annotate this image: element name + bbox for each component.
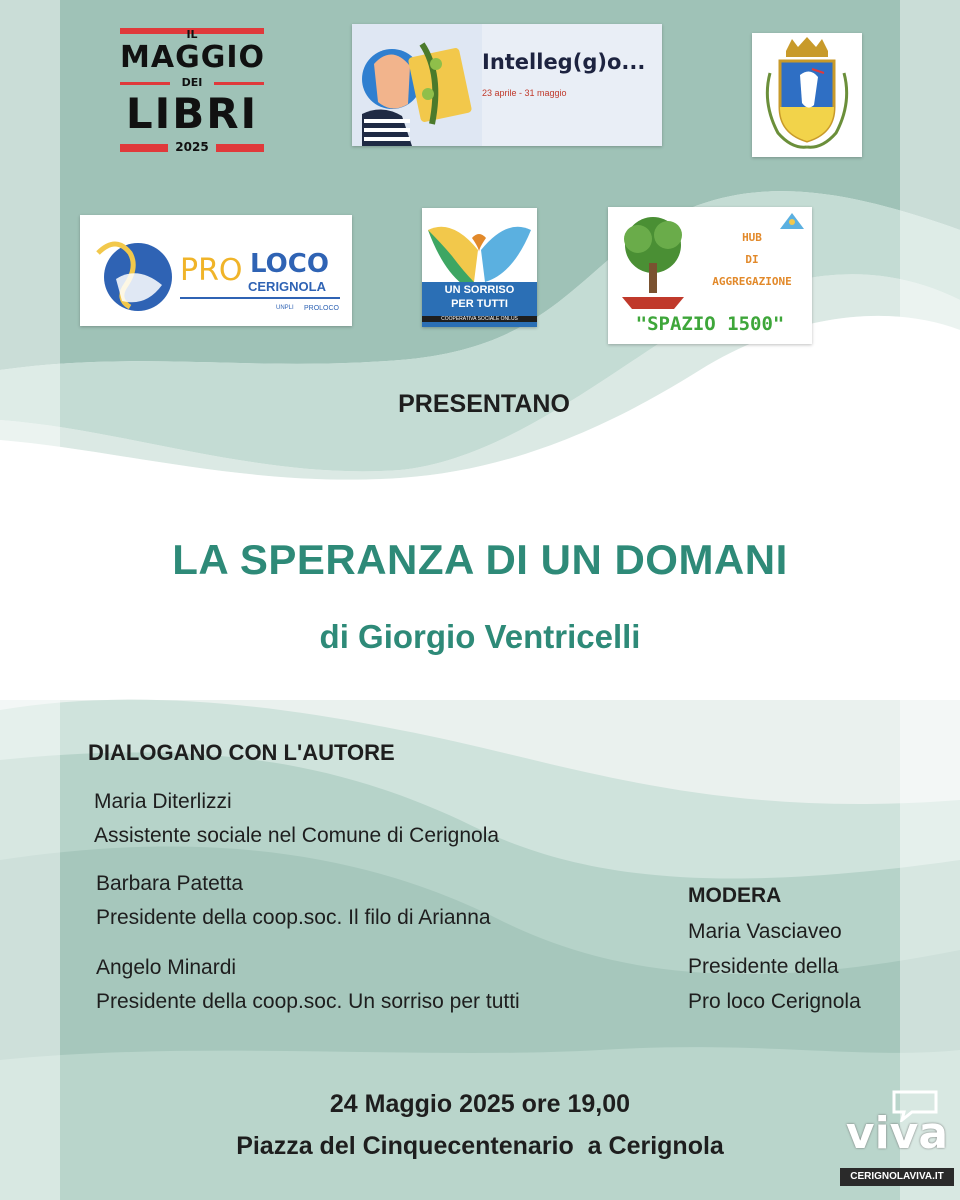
stork-crest-icon — [752, 33, 862, 157]
spazio-aggregazione: AGGREGAZIONE — [712, 275, 792, 288]
speaker-role: Assistente sociale nel Comune di Cerignola — [94, 824, 500, 847]
spazio-name: "SPAZIO 1500" — [635, 313, 785, 335]
reader-illustration-icon — [352, 24, 482, 146]
speaker-name: Maria Diterlizzi — [94, 790, 232, 813]
maggio-line3: DEI — [181, 76, 203, 89]
maggio-line2: MAGGIO — [120, 40, 265, 75]
intellego-dates: 23 aprile - 31 maggio — [482, 88, 567, 98]
sorriso-line2: PER TUTTI — [451, 298, 508, 310]
maggio-line1: IL — [186, 28, 198, 41]
book-title: LA SPERANZA DI UN DOMANI — [172, 536, 788, 583]
moderator-name: Maria Vasciaveo — [688, 920, 842, 943]
presentano-label: PRESENTANO — [398, 390, 570, 418]
spazio-hub: HUB — [742, 231, 762, 244]
speaker-name: Barbara Patetta — [96, 872, 244, 895]
spazio-1500-logo — [608, 207, 812, 344]
maggio-year: 2025 — [175, 140, 209, 154]
event-date: 24 Maggio 2025 ore 19,00 — [329, 1090, 631, 1118]
moderator-role-line1: Presidente della — [688, 955, 839, 978]
maggio-dei-libri-logo — [120, 26, 264, 158]
modera-heading: MODERA — [688, 884, 782, 907]
viva-watermark — [838, 1088, 956, 1194]
tree-icon — [616, 213, 690, 309]
dialogano-heading: DIALOGANO CON L'AUTORE — [88, 740, 395, 765]
intellego-logo — [352, 24, 662, 146]
hands-heart-icon — [422, 208, 537, 286]
spazio-di: DI — [745, 253, 759, 266]
swan-icon — [86, 225, 182, 319]
watermark-brand: viva — [845, 1108, 949, 1159]
watermark-site: CERIGNOLAVIVA.IT — [840, 1168, 954, 1186]
intellego-title: Intelleg(g)o... — [482, 50, 646, 74]
maggio-line4: LIBRI — [125, 89, 259, 138]
event-place: Piazza del Cinquecentenario a Cerignola — [236, 1132, 724, 1160]
speaker-role: Presidente della coop.soc. Un sorriso per tutti — [96, 990, 520, 1013]
proloco-loco: LOCO — [250, 249, 329, 279]
comune-crest-logo — [752, 33, 862, 157]
proloco-logo — [80, 215, 352, 326]
sorriso-line1: UN SORRISO — [444, 284, 515, 296]
proloco-pro: PRO — [180, 253, 243, 288]
proloco-small1: UNPLI — [276, 305, 294, 311]
book-author: di Giorgio Ventricelli — [319, 618, 641, 655]
sorriso-logo — [422, 208, 537, 327]
moderator-role-line2: Pro loco Cerignola — [688, 990, 861, 1013]
proloco-small2: PROLOCO — [304, 305, 340, 312]
sorriso-sub: COOPERATIVA SOCIALE ONLUS — [422, 316, 537, 322]
speaker-name: Angelo Minardi — [96, 956, 237, 979]
proloco-city: CERIGNOLA — [248, 279, 326, 294]
small-logo-icon — [778, 211, 806, 231]
speaker-role: Presidente della coop.soc. Il filo di Arianna — [96, 906, 491, 929]
